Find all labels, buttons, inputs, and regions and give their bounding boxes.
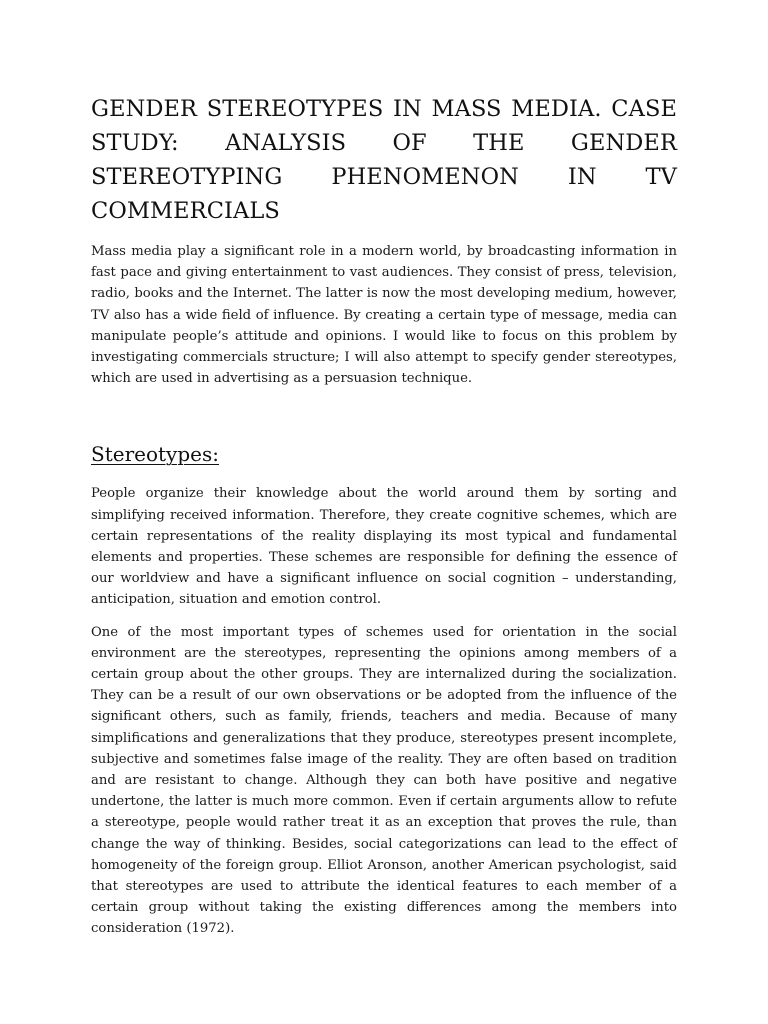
section-heading-stereotypes: Stereotypes: <box>91 442 219 467</box>
section-paragraph: People organize their knowledge about the world around them by sorting and simplifying received information. Therefore, they create cognitive schemes, which are certain representations of the reality displaying its most typical and fundamental elements and properties. These schemes are responsible for defining the essence of our worldview and have a significant influence on social cognition – understanding, anticipation, situation and emotion control. <box>91 486 677 608</box>
intro-paragraph: Mass media play a significant role in a modern world, by broadcasting information in fast pace and giving entertainment to vast audiences. They consist of press, television, radio, books and the Internet. The latter is now the most developing medium, however, TV also has a wide field of influence. By creating a certain type of message, media can manipulate people’s attitude and opinions. I would like to focus on this problem by investigating commercials structure; I will also attempt to specify gender stereotypes, which are used in advertising as a persuasion technique. <box>91 244 677 387</box>
document-title: GENDER STEREOTYPES IN MASS MEDIA. CASE STUDY: ANALYSIS OF THE GENDER STEREOTYPING PHENOMENON IN TV COMMERCIALS <box>91 96 677 224</box>
section-paragraph: One of the most important types of schemes used for orientation in the social environment are the stereotypes, representing the opinions among members of a certain group about the other groups. They are internalized during the socialization. They can be a result of our own observations or be adopted from the influence of the significant others, such as family, friends, teachers and media. Because of many simplifications and generalizations that they produce, stereotypes present incomplete, subjective and sometimes false image of the reality. They are often based on tradition and are resistant to change. Although they can both have positive and negative undertone, the latter is much more common. Even if certain arguments allow to refute a stereotype, people would rather treat it as an exception that proves the rule, than change the way of thinking. Besides, social categorizations can lead to the effect of homogeneity of the foreign group. Elliot Aronson, another American psychologist, said that stereotypes are used to attribute the identical features to each member of a certain group without taking the existing differences among the members into consideration (1972). <box>91 624 677 937</box>
document-page <box>91 92 677 940</box>
